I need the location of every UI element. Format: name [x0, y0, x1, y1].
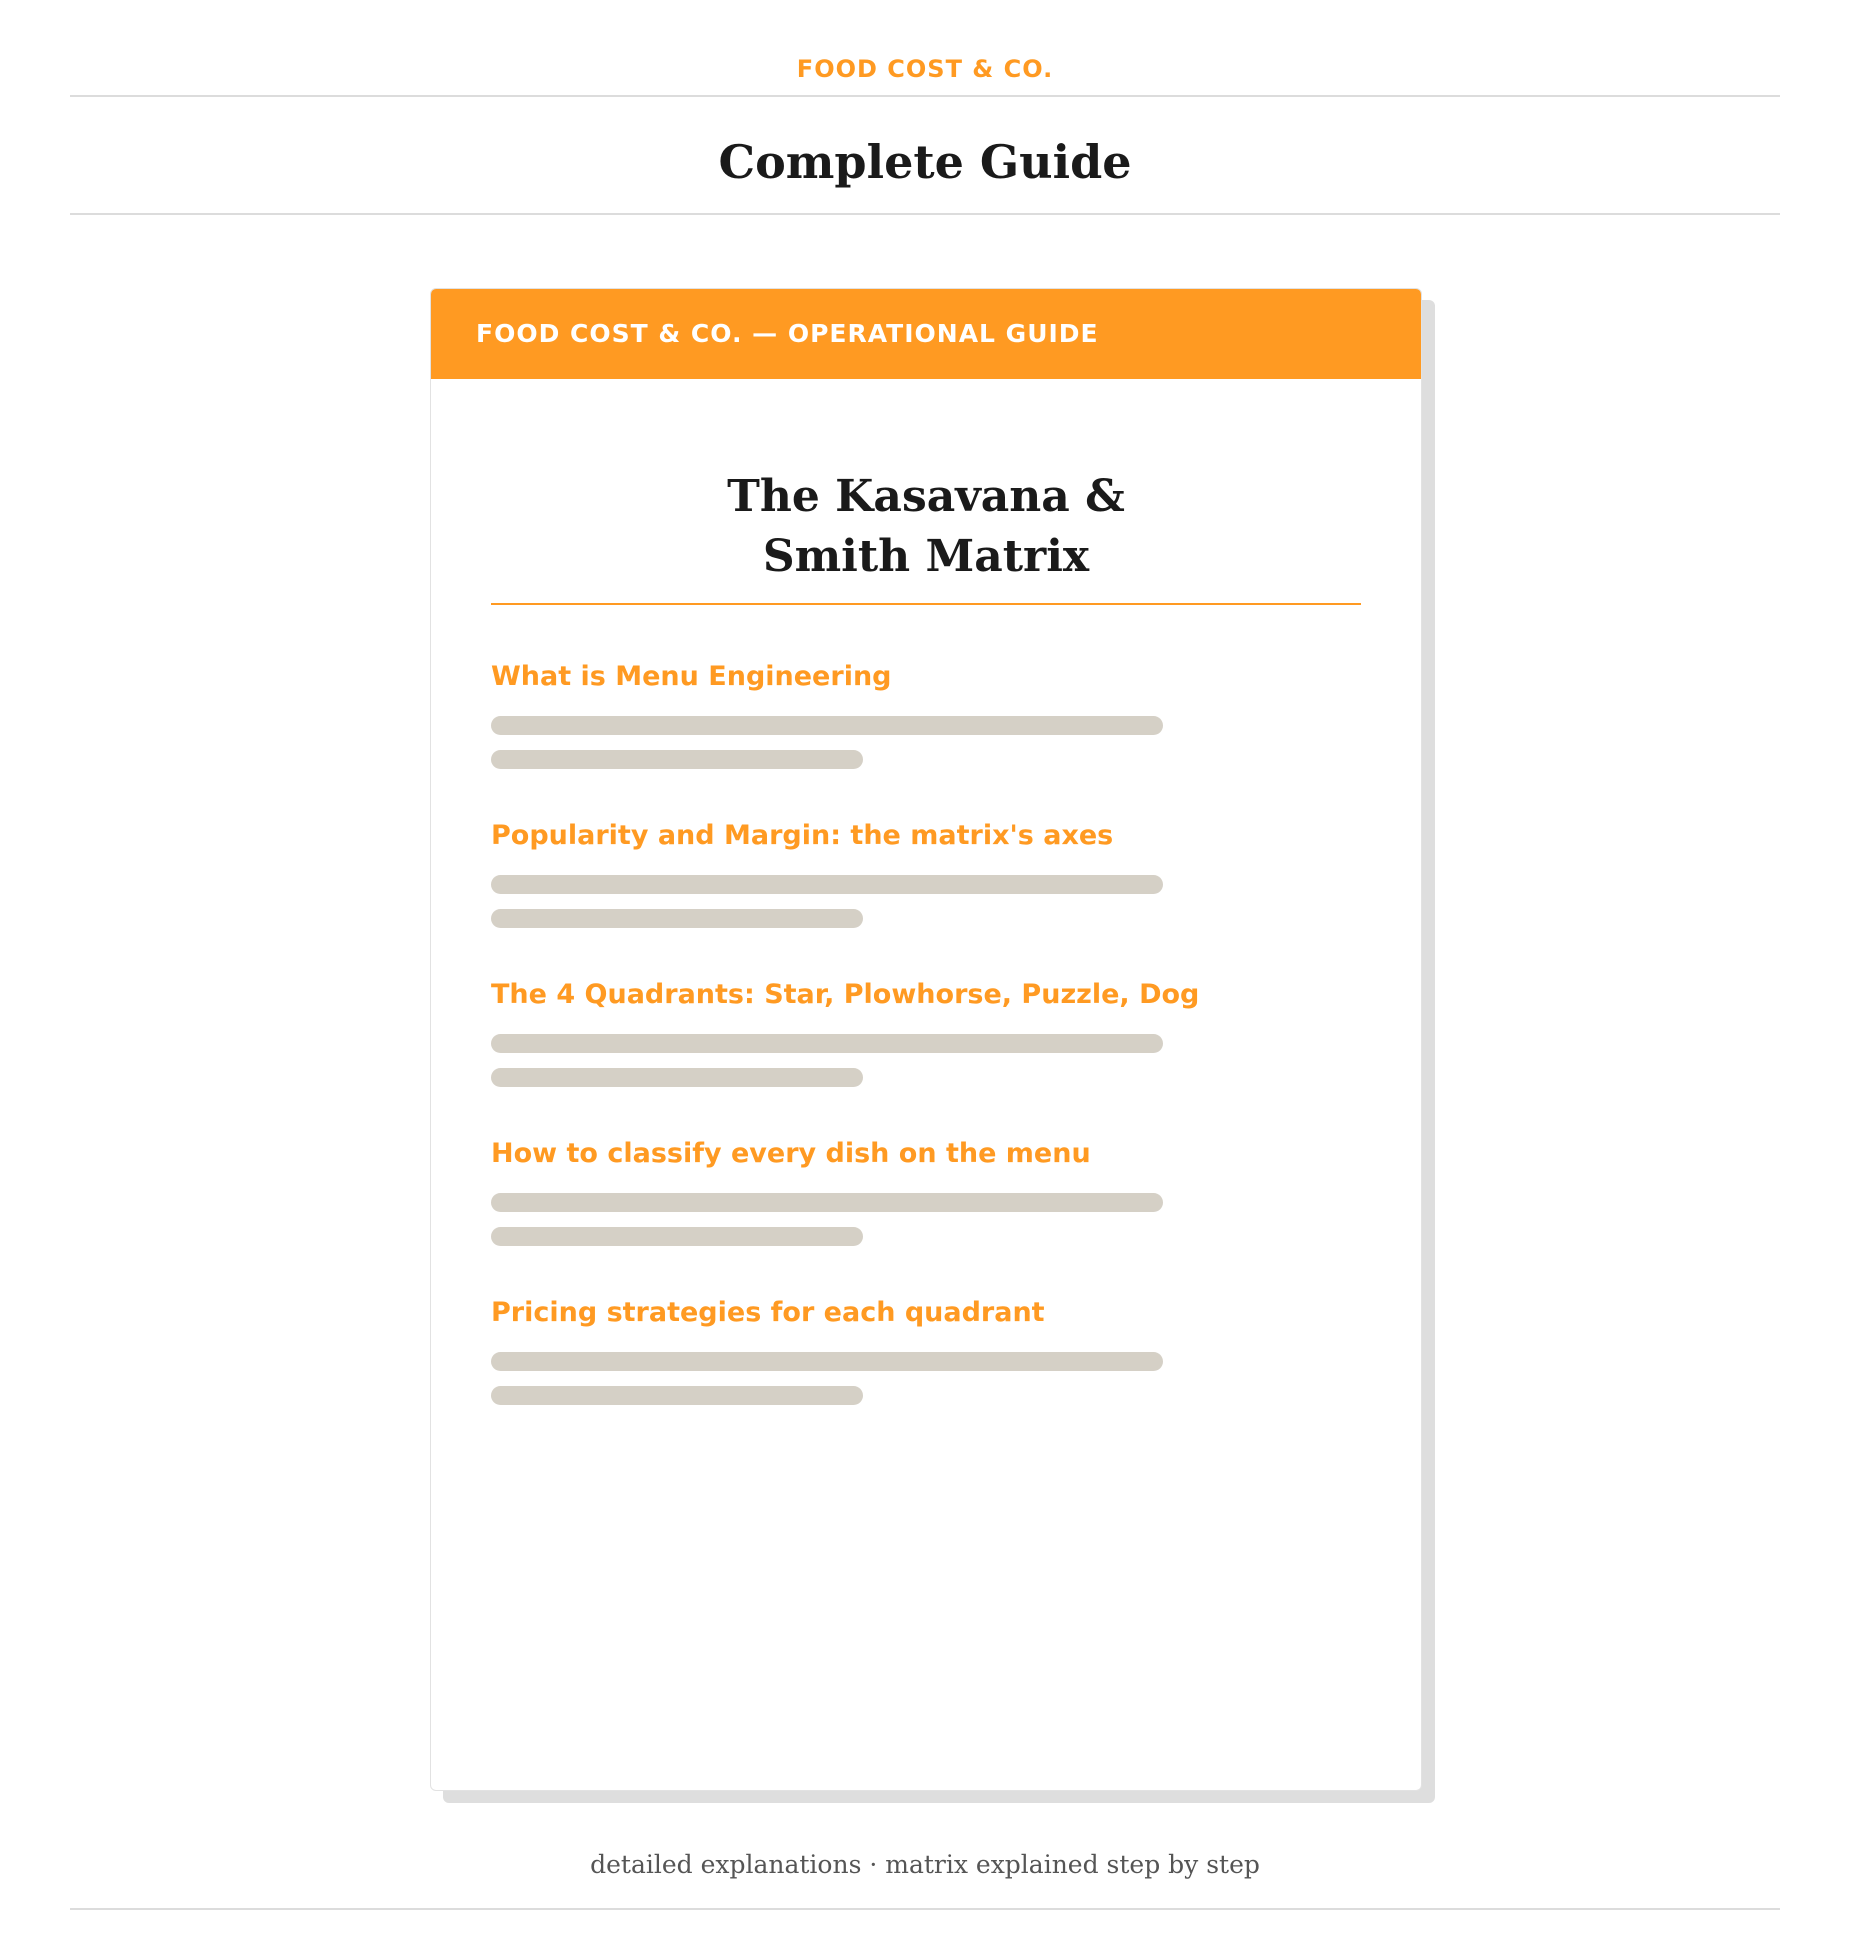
document-banner-label: FOOD COST & CO. — OPERATIONAL GUIDE [476, 319, 1099, 348]
document-banner [431, 289, 1422, 379]
text-placeholder-line [491, 875, 1163, 894]
section-heading: Pricing strategies for each quadrant [491, 1297, 1045, 1328]
text-placeholder-line [491, 1227, 863, 1246]
footer-caption: detailed explanations · matrix explained step by step [590, 1850, 1260, 1879]
text-placeholder-line [491, 1352, 1163, 1371]
text-placeholder-line [491, 1386, 863, 1405]
section-heading: The 4 Quadrants: Star, Plowhorse, Puzzle, Dog [491, 979, 1200, 1010]
text-placeholder-line [491, 1034, 1163, 1053]
section-heading: How to classify every dish on the menu [491, 1138, 1091, 1169]
footer-divider [70, 1908, 1780, 1910]
text-placeholder-line [491, 750, 863, 769]
text-placeholder-line [491, 1193, 1163, 1212]
brand-name: FOOD COST & CO. [796, 55, 1054, 83]
document-preview [430, 288, 1422, 1791]
header-divider [70, 95, 1780, 97]
section-heading: What is Menu Engineering [491, 661, 892, 692]
page-title: Complete Guide [718, 135, 1132, 189]
title-divider [70, 213, 1780, 215]
text-placeholder-line [491, 909, 863, 928]
document-title [491, 467, 1361, 587]
document-title-rule [491, 603, 1361, 605]
text-placeholder-line [491, 1068, 863, 1087]
document-title-line-2: Smith Matrix [762, 531, 1090, 582]
text-placeholder-line [491, 716, 1163, 735]
section-heading: Popularity and Margin: the matrix's axes [491, 820, 1114, 851]
document-title-line-1: The Kasavana & [727, 471, 1125, 522]
